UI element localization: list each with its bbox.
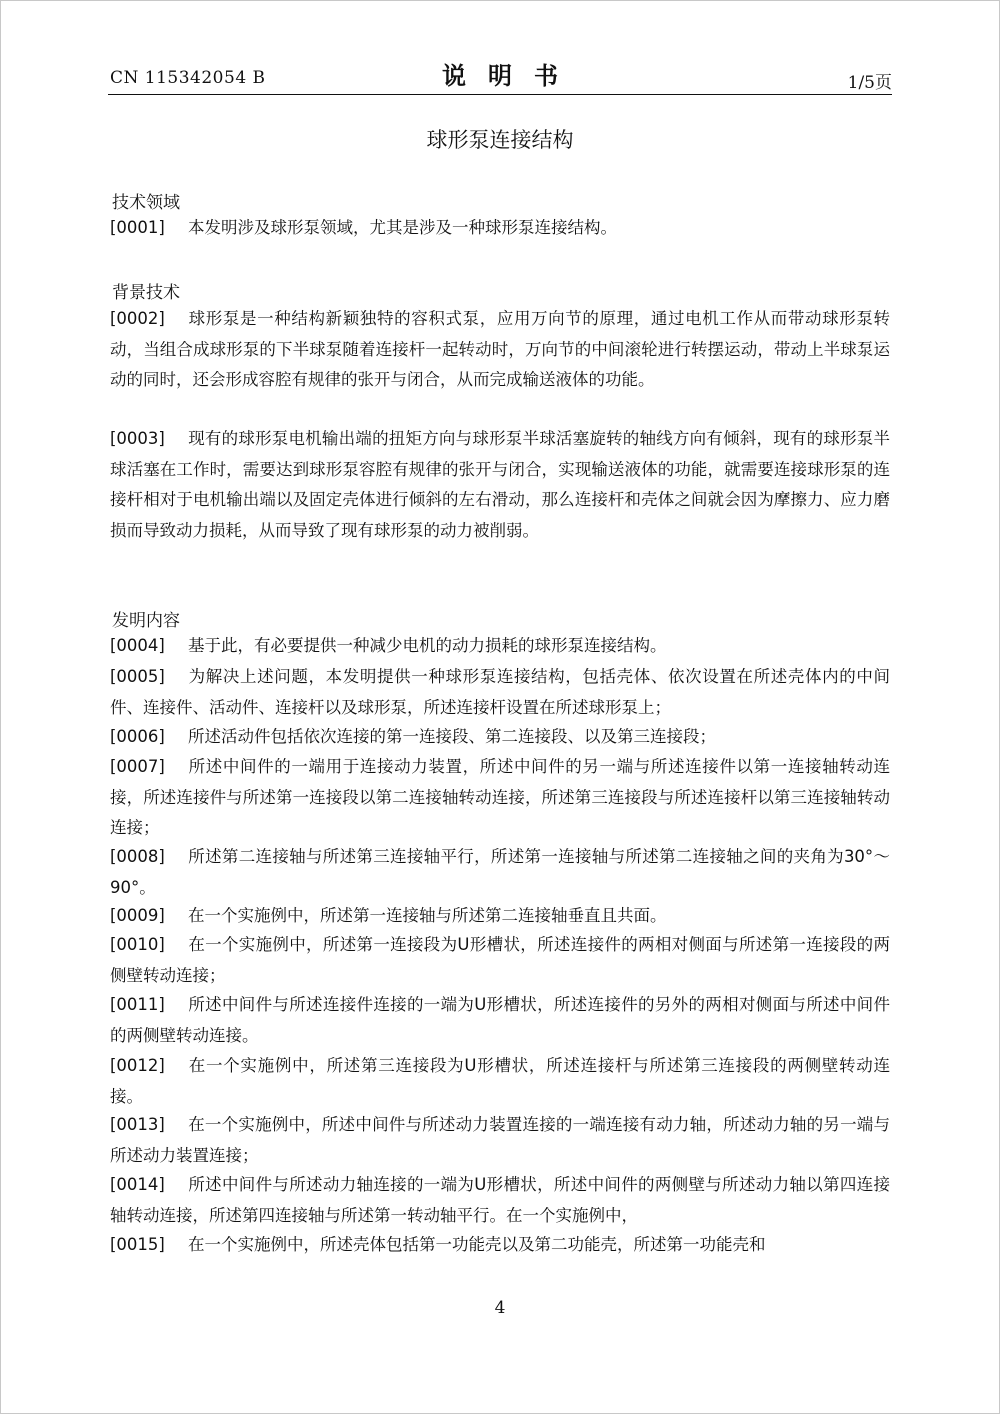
- paragraph-number: [0006]: [110, 727, 165, 746]
- paragraph-text: 本发明涉及球形泵领域，尤其是涉及一种球形泵连接结构。: [188, 218, 617, 237]
- paragraph-number: [0014]: [110, 1175, 165, 1194]
- paragraph-text: 在一个实施例中，所述中间件与所述动力装置连接的一端连接有动力轴，所述动力轴的另一端与所述动力装置连接；: [110, 1115, 890, 1165]
- paragraph: [110, 1051, 890, 1112]
- paragraph: [110, 1110, 890, 1171]
- paragraph-text: 在一个实施例中，所述第三连接段为U形槽状，所述连接杆与所述第三连接段的两侧壁转动连接。: [110, 1056, 890, 1106]
- paragraph-number: [0012]: [110, 1056, 165, 1075]
- paragraph-number: [0004]: [110, 636, 165, 655]
- document-title: 球形泵连接结构: [426, 128, 574, 152]
- paragraph: [110, 631, 890, 662]
- doc-type-heading: 说明书: [442, 62, 580, 90]
- paragraph-number: [0007]: [110, 757, 165, 776]
- paragraph: [110, 752, 890, 844]
- paragraph-text: 所述中间件与所述动力轴连接的一端为U形槽状，所述中间件的两侧壁与所述动力轴以第四连接轴转动连接，所述第四连接轴与所述第一转动轴平行。在一个实施例中，: [110, 1175, 890, 1225]
- paragraph: [110, 424, 890, 546]
- paragraph: [110, 1170, 890, 1231]
- paragraph-number: [0009]: [110, 906, 165, 925]
- paragraph-number: [0003]: [110, 429, 165, 448]
- paragraph-text: 在一个实施例中，所述第一连接段为U形槽状，所述连接件的两相对侧面与所述第一连接段的两侧壁转动连接；: [110, 935, 890, 985]
- paragraph-text: 球形泵是一种结构新颖独特的容积式泵，应用万向节的原理，通过电机工作从而带动球形泵转动，当组合成球形泵的下半球泵随着连接杆一起转动时，万向节的中间滚轮进行转摆运动，带动上半球泵运动的同时，还会形成容腔有规律的张开与闭合，从而完成输送液体的功能。: [110, 309, 890, 389]
- page-info: 1/5页: [847, 73, 892, 93]
- paragraph-number: [0001]: [110, 218, 165, 237]
- paragraph: [110, 930, 890, 991]
- paragraph-number: [0008]: [110, 847, 165, 866]
- section-heading-summary: 发明内容: [112, 611, 180, 631]
- paragraph-text: 所述第二连接轴与所述第三连接轴平行，所述第一连接轴与所述第二连接轴之间的夹角为30°～90°。: [110, 847, 890, 897]
- paragraph-text: 所述中间件的一端用于连接动力装置，所述中间件的另一端与所述连接件以第一连接轴转动连接，所述连接件与所述第一连接段以第二连接轴转动连接，所述第三连接段与所述连接杆以第三连接轴转动连接；: [110, 757, 890, 837]
- paragraph: [110, 213, 890, 244]
- paragraph-text: 现有的球形泵电机输出端的扭矩方向与球形泵半球活塞旋转的轴线方向有倾斜，现有的球形泵半球活塞在工作时，需要达到球形泵容腔有规律的张开与闭合，实现输送液体的功能，就需要连接球形泵的连接杆相对于电机输出端以及固定壳体进行倾斜的左右滑动，那么连接杆和壳体之间就会因为摩擦力、应力磨损而导致动力损耗，从而导致了现有球形泵的动力被削弱。: [110, 429, 890, 540]
- paragraph-number: [0011]: [110, 995, 165, 1014]
- section-heading-technical-field: 技术领域: [112, 193, 180, 213]
- page-number: 4: [494, 1298, 506, 1318]
- paragraph-number: [0002]: [110, 309, 165, 328]
- paragraph: [110, 1230, 890, 1261]
- paragraph: [110, 722, 890, 753]
- paragraph-text: 在一个实施例中，所述第一连接轴与所述第二连接轴垂直且共面。: [188, 906, 667, 925]
- paragraph-number: [0010]: [110, 935, 165, 954]
- paragraph-text: 基于此，有必要提供一种减少电机的动力损耗的球形泵连接结构。: [188, 636, 667, 655]
- paragraph-text: 所述活动件包括依次连接的第一连接段、第二连接段、以及第三连接段；: [188, 727, 716, 746]
- paragraph: [110, 990, 890, 1051]
- paragraph-number: [0013]: [110, 1115, 165, 1134]
- section-heading-background: 背景技术: [112, 283, 180, 303]
- paragraph: [110, 901, 890, 932]
- paragraph-number: [0015]: [110, 1235, 165, 1254]
- paragraph: [110, 842, 890, 903]
- paragraph-text: 在一个实施例中，所述壳体包括第一功能壳以及第二功能壳，所述第一功能壳和: [188, 1235, 766, 1254]
- paragraph-number: [0005]: [110, 667, 165, 686]
- paragraph-text: 为解决上述问题，本发明提供一种球形泵连接结构，包括壳体、依次设置在所述壳体内的中间件、连接件、活动件、连接杆以及球形泵，所述连接杆设置在所述球形泵上；: [110, 667, 890, 717]
- paragraph: [110, 304, 890, 396]
- paragraph: [110, 662, 890, 723]
- header-rule: [108, 94, 892, 95]
- patent-number: CN 115342054 B: [110, 68, 266, 88]
- paragraph-text: 所述中间件与所述连接件连接的一端为U形槽状，所述连接件的另外的两相对侧面与所述中间件的两侧壁转动连接。: [110, 995, 890, 1045]
